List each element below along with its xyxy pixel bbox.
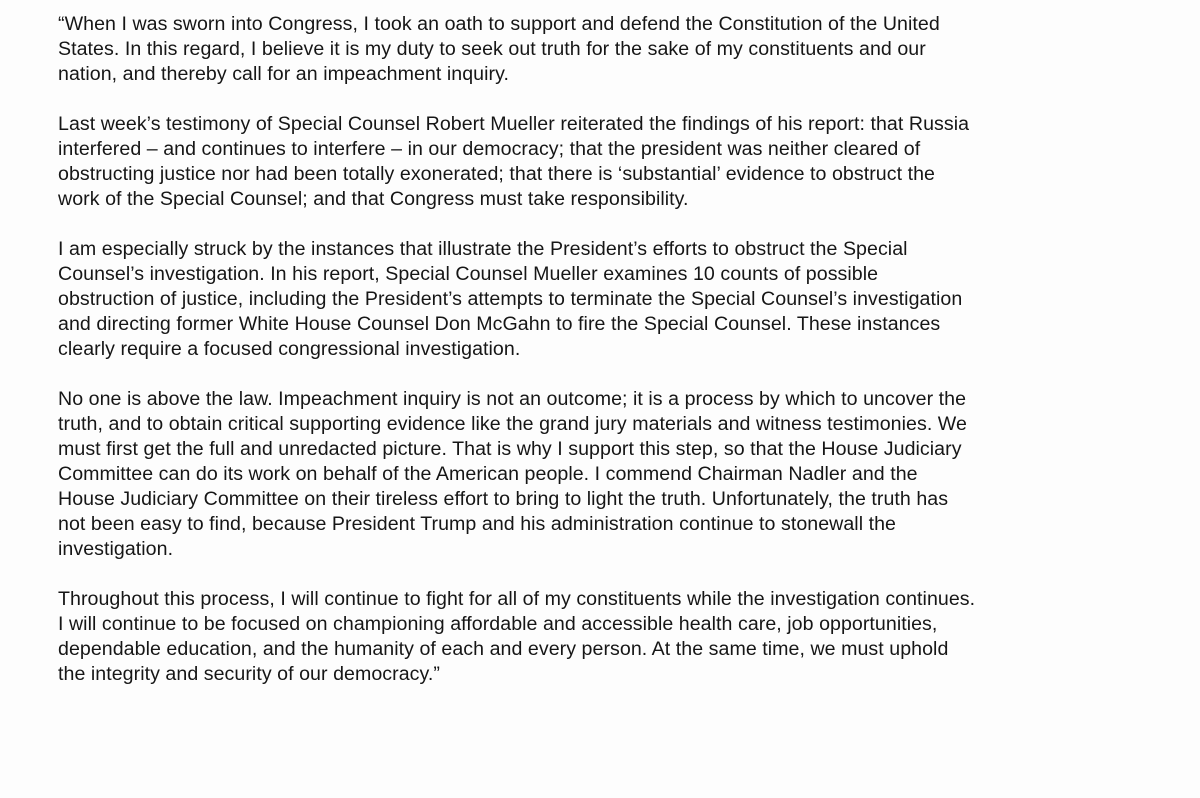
text-line: investigation. (58, 538, 174, 560)
text-line: Last week’s testimony of Special Counsel Robert Mueller reiterated the findings of his report: that Russia (58, 113, 970, 135)
text-line: Throughout this process, I will continue to fight for all of my constituents while the investigation continues. (58, 588, 976, 610)
text-line: obstruction of justice, including the President’s attempts to terminate the Special Counsel’s investigation (58, 288, 963, 310)
text-line: and directing former White House Counsel Don McGahn to fire the Special Counsel. These instances (58, 313, 941, 335)
text-line: I will continue to be focused on championing affordable and accessible health care, job opportunities, (58, 613, 938, 635)
text-line: must first get the full and unredacted picture. That is why I support this step, so that the House Judiciary (58, 438, 962, 460)
text-line: “When I was sworn into Congress, I took an oath to support and defend the Constitution of the United (58, 13, 940, 35)
text-line: House Judiciary Committee on their tireless effort to bring to light the truth. Unfortunately, the truth has (58, 488, 949, 510)
paragraph-constituents (58, 587, 1180, 687)
paragraph-obstruction (58, 237, 1180, 362)
text-line: Committee can do its work on behalf of the American people. I commend Chairman Nadler and the (58, 463, 918, 485)
text-line: the integrity and security of our democracy.” (58, 663, 440, 685)
paragraph-oath (58, 12, 1180, 87)
text-line: No one is above the law. Impeachment inquiry is not an outcome; it is a process by which to uncover the (58, 388, 967, 410)
text-line: I am especially struck by the instances that illustrate the President’s efforts to obstruct the Special (58, 238, 908, 260)
text-line: work of the Special Counsel; and that Congress must take responsibility. (58, 188, 689, 210)
text-line: not been easy to find, because President Trump and his administration continue to stonewall the (58, 513, 896, 535)
text-line: truth, and to obtain critical supporting evidence like the grand jury materials and witness testimonies. We (58, 413, 967, 435)
text-line: clearly require a focused congressional investigation. (58, 338, 521, 360)
paragraph-above-the-law (58, 387, 1180, 562)
text-line: Counsel’s investigation. In his report, Special Counsel Mueller examines 10 counts of possible (58, 263, 879, 285)
text-line: obstructing justice nor had been totally exonerated; that there is ‘substantial’ evidence to obstruct the (58, 163, 935, 185)
text-line: nation, and thereby call for an impeachment inquiry. (58, 63, 509, 85)
text-line: dependable education, and the humanity of each and every person. At the same time, we must uphold (58, 638, 949, 660)
text-line: States. In this regard, I believe it is my duty to seek out truth for the sake of my constituents and our (58, 38, 926, 60)
text-line: interfered – and continues to interfere – in our democracy; that the president was neither cleared of (58, 138, 921, 160)
paragraph-mueller-testimony (58, 112, 1180, 212)
